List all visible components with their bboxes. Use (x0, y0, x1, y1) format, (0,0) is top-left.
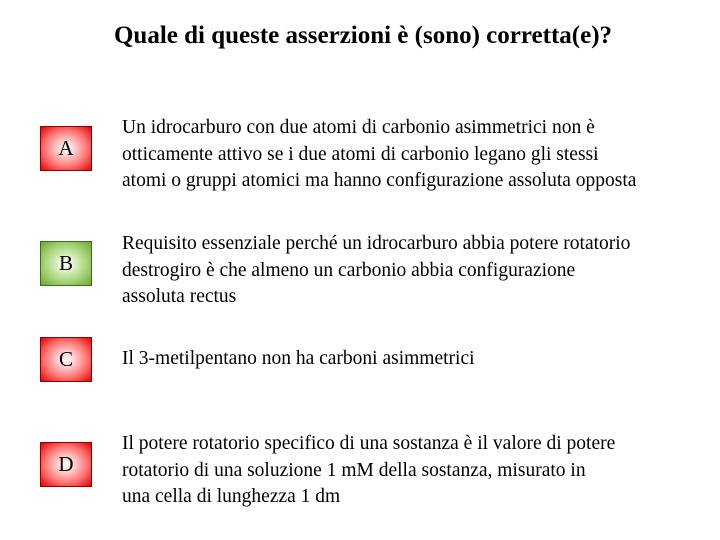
option-c-text: Il 3-metilpentano non ha carboni asimmetrici (122, 348, 475, 369)
option-d-text: Il potere rotatorio specifico di una sostanza è il valore di potere rotatorio di una soluzione 1 mM della sostanza, misurato in una cella di lunghezza 1 dm (122, 433, 616, 507)
option-c-button[interactable]: C (40, 337, 92, 382)
question-title: Quale di queste asserzioni è (sono) corretta(e)? (113, 22, 613, 49)
option-d-button[interactable]: D (40, 442, 92, 487)
option-b-button[interactable]: B (40, 241, 92, 286)
option-b-text: Requisito essenziale perché un idrocarburo abbia potere rotatorio destrogiro è che almeno un carbonio abbia configurazione assoluta rectus (122, 233, 631, 307)
option-a-button[interactable]: A (40, 126, 92, 171)
option-a-text: Un idrocarburo con due atomi di carbonio asimmetrici non è otticamente attivo se i due atomi di carbonio legano gli stessi atomi o gruppi atomici ma hanno configurazione assoluta opposta (122, 117, 637, 191)
